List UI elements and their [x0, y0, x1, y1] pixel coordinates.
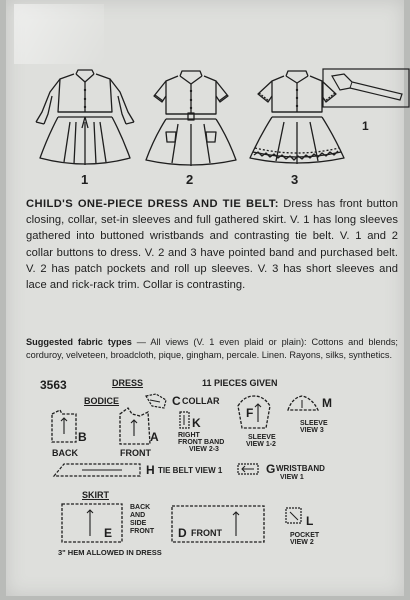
fabric-title: Suggested fabric types: [26, 337, 132, 347]
piece-e-letter: E: [104, 526, 113, 540]
fabric-body: — All views (V. 1 even plaid or plain): Cottons and blends; corduroy, velveteen, broadcloth, pique, gingham, percale. Linen. Rayons, silks, synthetics.: [26, 337, 398, 360]
piece-m-line-1: SLEEVE: [300, 420, 328, 427]
piece-a-name: FRONT: [120, 448, 151, 458]
piece-m-letter: M: [322, 396, 332, 410]
view-1-label: 1: [81, 172, 89, 187]
description-body: Dress has front button closing, collar, set-in sleeves and full gathered skirt. V. 1 has long sleeves gathered into buttoned wristbands and contrasting tie belt. V. 1 and 2 collar buttons to dress. V. 2 and 3 have pointed band and purchased belt. V. 2 has patch pockets and roll up sleeves. V. 3 has short sleeves and lace and rick-rack trim. Collar is contrasting.: [26, 198, 398, 292]
piece-e-line-4: FRONT: [130, 528, 155, 535]
piece-g-line-2: VIEW 1: [280, 474, 304, 481]
collar-piece-c: [144, 392, 170, 410]
piece-b-name: BACK: [52, 448, 78, 458]
fabric-suggestions: [26, 336, 398, 362]
piece-d-letter: D: [178, 526, 187, 540]
dress-view-1-illustration: [30, 66, 140, 170]
piece-d-name: FRONT: [191, 528, 222, 538]
front-band-piece-k: [178, 410, 192, 430]
wristband-piece-g: [236, 462, 264, 476]
pocket-piece-l: [284, 506, 304, 526]
pieces-count: 11 PIECES GIVEN: [202, 378, 278, 388]
piece-a-letter: A: [150, 430, 159, 444]
piece-g-letter: G: [266, 462, 276, 476]
sleeve-piece-m: [286, 394, 320, 414]
description-paragraph: [26, 196, 398, 293]
dress-view-2-illustration: [136, 66, 246, 170]
piece-c-letter: C: [172, 394, 181, 408]
piece-c-name: COLLAR: [182, 396, 220, 406]
piece-l-line-2: VIEW 2: [290, 539, 314, 546]
piece-h-name: TIE BELT VIEW 1: [158, 466, 223, 475]
hem-note: 3" HEM ALLOWED IN DRESS: [58, 548, 162, 557]
bodice-heading: BODICE: [84, 396, 120, 406]
piece-b-letter: B: [78, 430, 87, 444]
piece-m-line-2: VIEW 3: [300, 427, 324, 434]
piece-e-line-2: AND: [130, 512, 146, 519]
skirt-heading: SKIRT: [82, 490, 109, 500]
piece-k-line-3: VIEW 2-3: [189, 446, 219, 453]
sleeve-piece-f: [236, 394, 272, 430]
piece-l-line-1: POCKET: [290, 532, 320, 539]
tie-belt-label: 1: [362, 119, 369, 133]
piece-k-letter: K: [192, 416, 201, 430]
dress-heading: DRESS: [112, 378, 144, 388]
piece-g-line-1: WRISTBAND: [276, 464, 325, 473]
piece-l-letter: L: [306, 514, 314, 528]
view-3-label: 3: [291, 172, 299, 187]
piece-e-line-3: SIDE: [130, 520, 147, 527]
piece-k-line-1: RIGHT: [178, 432, 200, 439]
view-2-label: 2: [186, 172, 194, 187]
piece-f-line-1: SLEEVE: [248, 434, 276, 441]
pattern-number: 3563: [40, 378, 67, 392]
piece-e-line-1: BACK: [130, 504, 151, 511]
tie-belt-illustration: [322, 68, 408, 108]
description-title: CHILD'S ONE-PIECE DRESS AND TIE BELT:: [26, 198, 279, 210]
tie-belt-piece-h: [52, 460, 144, 478]
piece-f-line-2: VIEW 1-2: [246, 441, 276, 448]
piece-h-letter: H: [146, 463, 155, 477]
piece-f-letter: F: [246, 406, 254, 420]
skirt-back-piece-e: [60, 502, 126, 544]
piece-k-line-2: FRONT BAND: [178, 439, 225, 446]
paper-fold-highlight: [14, 4, 104, 64]
